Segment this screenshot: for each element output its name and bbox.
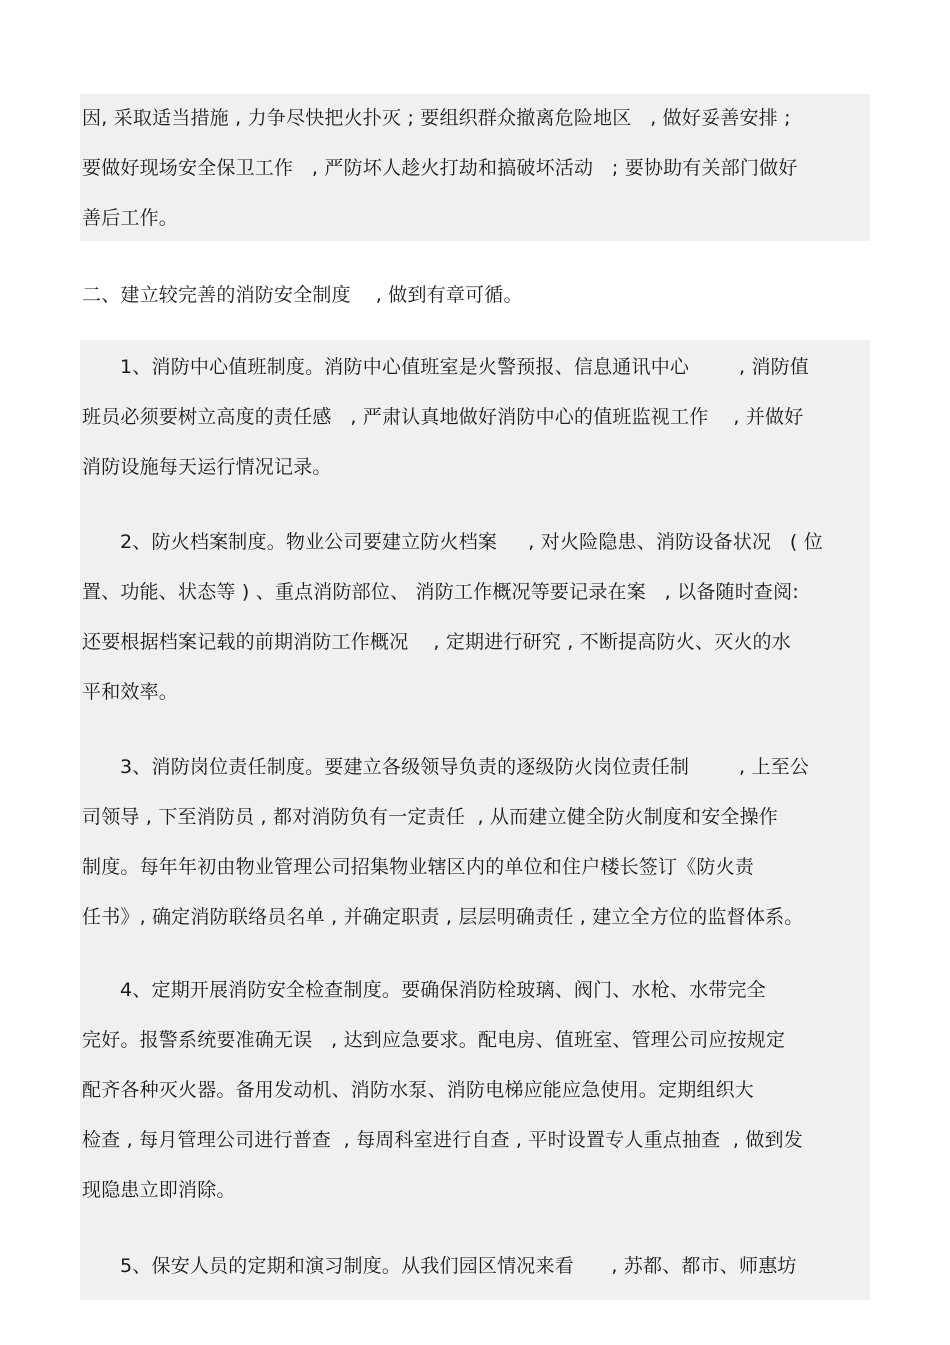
paragraph-line: 班员必须要树立高度的责任感 , 严肃认真地做好消防中心的值班监视工作 , 并做好 — [82, 406, 804, 428]
paragraph-line: 4、定期开展消防安全检查制度。要确保消防栓玻璃、阀门、水枪、水带完全 — [120, 979, 766, 1001]
paragraph-line: 置、功能、状态等 ) 、重点消防部位、 消防工作概况等要记录在案 , 以备随时查阅: — [82, 581, 799, 603]
paragraph-line: 任书》, 确定消防联络员名单 , 并确定职责 , 层层明确责任 , 建立全方位的监督体系。 — [82, 906, 804, 928]
paragraph-line: 1、消防中心值班制度。消防中心值班室是火警预报、信息通讯中心 , 消防值 — [120, 356, 810, 378]
paragraph-line: 配齐各种灭火器。备用发动机、消防水泵、消防电梯应能应急使用。定期组织大 — [82, 1079, 755, 1101]
paragraph-line: 现隐患立即消除。 — [82, 1179, 236, 1201]
paragraph-line: 因, 采取适当措施 , 力争尽快把火扑灭 ; 要组织群众撤离危险地区 , 做好妥善安排 ; — [82, 107, 791, 129]
section-heading: 二、建立较完善的消防安全制度 , 做到有章可循。 — [82, 284, 523, 306]
paragraph-line: 检查 , 每月管理公司进行普查 , 每周科室进行自查 , 平时设置专人重点抽查 , 做到发 — [82, 1129, 803, 1151]
paragraph-line: 5、保安人员的定期和演习制度。从我们园区情况来看 , 苏都、都市、师惠坊 — [120, 1255, 797, 1277]
paragraph-line: 完好。报警系统要准确无误 , 达到应急要求。配电房、值班室、管理公司应按规定 — [82, 1029, 786, 1051]
paragraph-line: 还要根据档案记载的前期消防工作概况 , 定期进行研究 , 不断提高防火、灭火的水 — [82, 631, 791, 653]
paragraph-line: 2、防火档案制度。物业公司要建立防火档案 , 对火险隐患、消防设备状况 ( 位 — [120, 531, 823, 553]
paragraph-line: 善后工作。 — [82, 207, 179, 229]
paragraph-line: 平和效率。 — [82, 681, 179, 703]
paragraph-line: 制度。每年年初由物业管理公司招集物业辖区内的单位和住户楼长签订《防火责 — [82, 856, 755, 878]
paragraph-line: 消防设施每天运行情况记录。 — [82, 456, 332, 478]
paragraph-line: 要做好现场安全保卫工作 , 严防坏人趁火打劫和搞破坏活动 ; 要协助有关部门做好 — [82, 157, 798, 179]
paragraph-line: 司领导 , 下至消防员 , 都对消防负有一定责任 , 从而建立健全防火制度和安全操作 — [82, 806, 778, 828]
paragraph-line: 3、消防岗位责任制度。要建立各级领导负责的逐级防火岗位责任制 , 上至公 — [120, 756, 810, 778]
